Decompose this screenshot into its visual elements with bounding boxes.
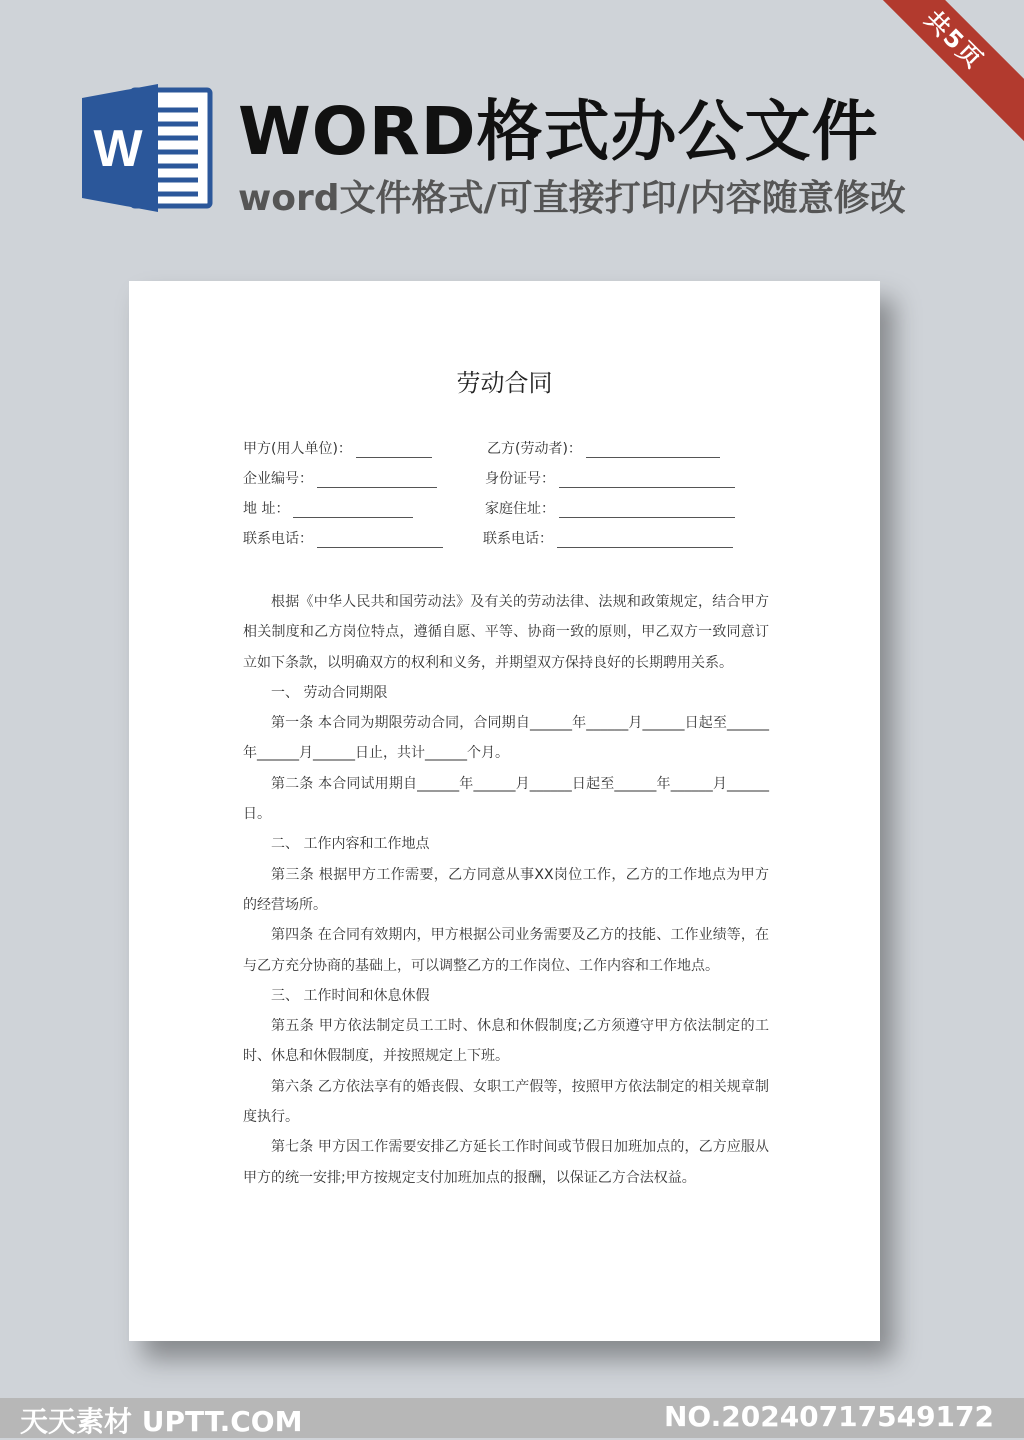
field-company-id: 企业编号： xyxy=(243,468,437,488)
section-heading: 一、 劳动合同期限 xyxy=(271,684,388,701)
footer-serial: NO.20240717549172 xyxy=(663,1400,994,1433)
page-title: WORD格式办公文件 xyxy=(238,93,879,170)
field-employer-phone: 联系电话： xyxy=(243,528,443,548)
word-document-icon xyxy=(80,84,215,212)
word-icon-letter: W xyxy=(93,120,143,178)
page-count-badge: 共5页 xyxy=(847,0,1024,147)
document-body xyxy=(243,587,769,1193)
field-employee: 乙方(劳动者)： xyxy=(487,438,720,458)
field-home-address: 家庭住址： xyxy=(485,498,735,518)
paragraph: 第一条 本合同为期限劳动合同，合同期自______年______月______日起至______年______月______日止，共计______个月。 xyxy=(243,715,769,762)
section-heading: 二、 工作内容和工作地点 xyxy=(271,836,430,853)
paragraph: 根据《中华人民共和国劳动法》及有关的劳动法律、法规和政策规定，结合甲方相关制度和乙方岗位特点，遵循自愿、平等、协商一致的原则，甲乙双方一致同意订立如下条款，以明确双方的权利和义务，并期望双方保持良好的长期聘用关系。 xyxy=(243,594,769,671)
fill-line[interactable] xyxy=(356,443,432,458)
fill-line[interactable] xyxy=(557,533,733,548)
field-employee-phone: 联系电话： xyxy=(483,528,733,548)
fill-line[interactable] xyxy=(317,533,443,548)
fill-line[interactable] xyxy=(559,473,735,488)
footer-brand: 天天素材 UPTT.COM xyxy=(20,1405,303,1438)
field-id-number: 身份证号： xyxy=(485,468,735,488)
document-title: 劳动合同 xyxy=(456,369,553,397)
paragraph: 第四条 在合同有效期内，甲方根据公司业务需要及乙方的技能、工作业绩等，在与乙方充分协商的基础上，可以调整乙方的工作岗位、工作内容和工作地点。 xyxy=(243,927,769,974)
fill-line[interactable] xyxy=(586,443,720,458)
field-address: 地 址： xyxy=(243,498,413,518)
page-subtitle: word文件格式/可直接打印/内容随意修改 xyxy=(238,178,906,219)
fill-line[interactable] xyxy=(293,503,413,518)
footer-bar xyxy=(0,1398,1024,1438)
section-heading: 三、 工作时间和休息休假 xyxy=(271,987,430,1004)
field-employer: 甲方(用人单位)： xyxy=(243,438,432,458)
paragraph: 第六条 乙方依法享有的婚丧假、女职工产假等，按照甲方依法制定的相关规章制度执行。 xyxy=(243,1078,769,1126)
paragraph: 第七条 甲方因工作需要安排乙方延长工作时间或节假日加班加点的，乙方应服从甲方的统一安排;甲方按规定支付加班加点的报酬，以保证乙方合法权益。 xyxy=(243,1139,769,1186)
paragraph: 第三条 根据甲方工作需要，乙方同意从事XX岗位工作，乙方的工作地点为甲方的经营场所。 xyxy=(243,866,769,913)
paragraph: 第五条 甲方依法制定员工工时、休息和休假制度;乙方须遵守甲方依法制定的工时、休息和休假制度，并按照规定上下班。 xyxy=(243,1018,769,1065)
fill-line[interactable] xyxy=(317,473,437,488)
paragraph: 第二条 本合同试用期自______年______月______日起至______年______月______日。 xyxy=(243,775,769,823)
document-page xyxy=(129,281,880,1341)
fill-line[interactable] xyxy=(559,503,735,518)
